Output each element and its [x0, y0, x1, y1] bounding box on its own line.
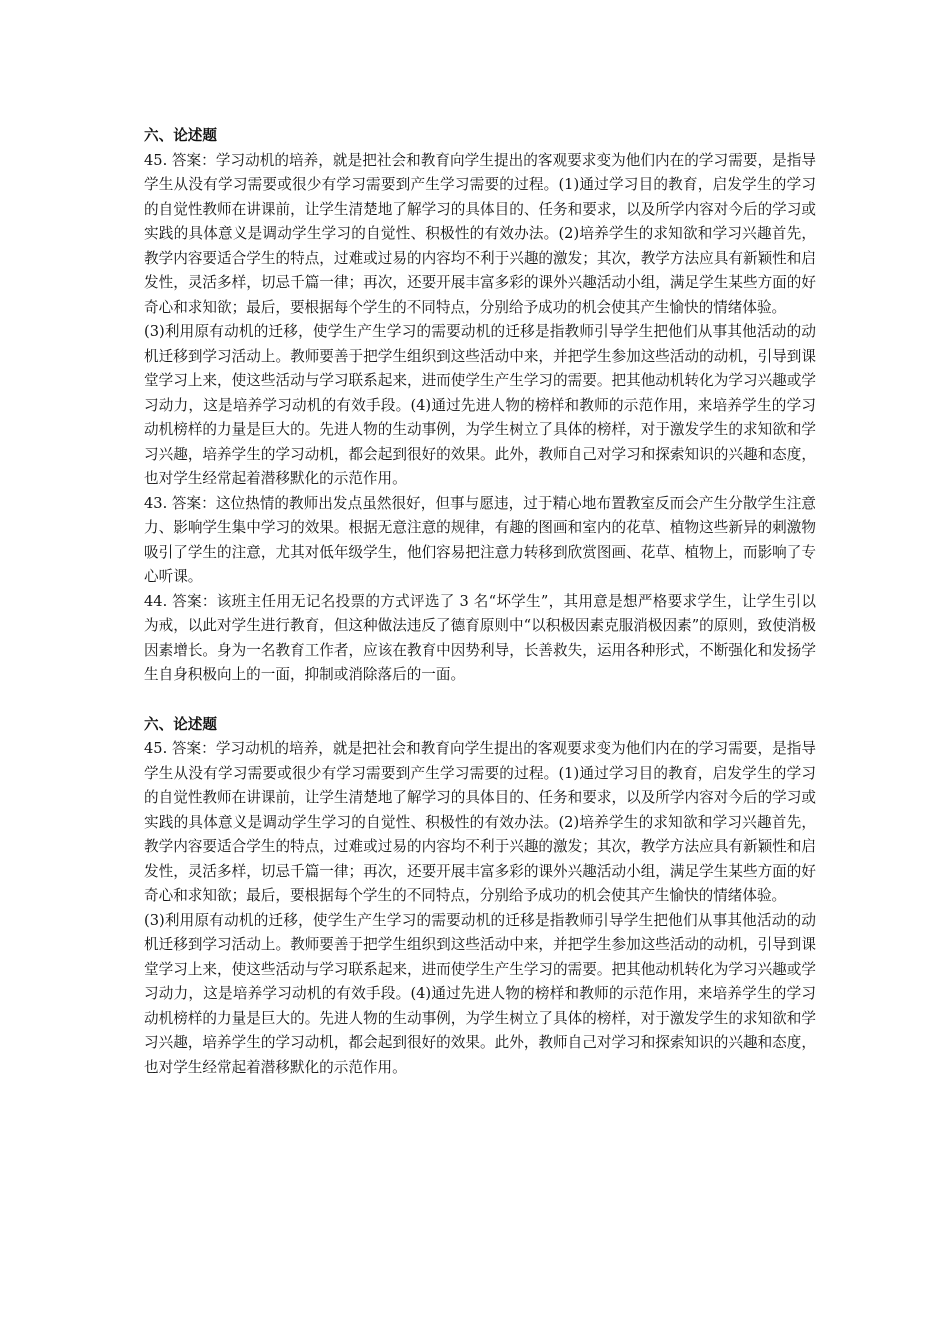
essay-section-2	[144, 713, 816, 1081]
essay-section-1	[144, 124, 816, 688]
answer-44: 44. 答案：该班主任用无记名投票的方式评选了 3 名“坏学生”，其用意是想严格要求学生，让学生引以为戒，以此对学生进行教育，但这种做法违反了德育原则中“以积极因素克服消极因素”的原则，致使消极因素增长。身为一名教育工作者，应该在教育中因势利导，长善救失，运用各种形式，不断强化和发扬学生自身积极向上的一面，抑制或消除落后的一面。	[144, 592, 816, 683]
answer-45-part-1: 45. 答案：学习动机的培养，就是把社会和教育向学生提出的客观要求变为他们内在的学习需要，是指导学生从没有学习需要或很少有学习需要到产生学习需要的过程。(1)通过学习目的教育，启发学生的学习的自觉性教师在讲课前，让学生清楚地了解学习的具体目的、任务和要求，以及所学内容对今后的学习或实践的具体意义是调动学生学习的自觉性、积极性的有效办法。(2)培养学生的求知欲和学习兴趣首先，教学内容要适合学生的特点，过难或过易的内容均不利于兴趣的激发；其次，教学方法应具有新颖性和启发性，灵活多样，切忌千篇一律；再次，还要开展丰富多彩的课外兴趣活动小组，满足学生某些方面的好奇心和求知欲；最后，要根据每个学生的不同特点，分别给予成功的机会使其产生愉快的情绪体验。	[144, 740, 816, 904]
answer-43: 43. 答案：这位热情的教师出发点虽然很好，但事与愿违，过于精心地布置教室反而会产生分散学生注意力、影响学生集中学习的效果。根据无意注意的规律，有趣的图画和室内的花草、植物这些新异的刺激物吸引了学生的注意，尤其对低年级学生，他们容易把注意力转移到欣赏图画、花草、植物上，而影响了专心听课。	[144, 494, 816, 585]
answer-45-part-2: (3)利用原有动机的迁移，使学生产生学习的需要动机的迁移是指教师引导学生把他们从事其他活动的动机迁移到学习活动上。教师要善于把学生组织到这些活动中来，并把学生参加这些活动的动机，引导到课堂学习上来，使这些活动与学习联系起来，进而使学生产生学习的需要。把其他动机转化为学习兴趣或学习动力，这是培养学习动机的有效手段。(4)通过先进人物的榜样和教师的示范作用，来培养学生的学习动机榜样的力量是巨大的。先进人物的生动事例，为学生树立了具体的榜样，对于激发学生的求知欲和学习兴趣，培养学生的学习动机，都会起到很好的效果。此外，教师自己对学习和探索知识的兴趣和态度，也对学生经常起着潜移默化的示范作用。	[144, 911, 816, 1076]
section-heading: 六、论述题	[144, 715, 217, 733]
answer-45-part-1: 45. 答案：学习动机的培养，就是把社会和教育向学生提出的客观要求变为他们内在的学习需要，是指导学生从没有学习需要或很少有学习需要到产生学习需要的过程。(1)通过学习目的教育，启发学生的学习的自觉性教师在讲课前，让学生清楚地了解学习的具体目的、任务和要求，以及所学内容对今后的学习或实践的具体意义是调动学生学习的自觉性、积极性的有效办法。(2)培养学生的求知欲和学习兴趣首先，教学内容要适合学生的特点，过难或过易的内容均不利于兴趣的激发；其次，教学方法应具有新颖性和启发性，灵活多样，切忌千篇一律；再次，还要开展丰富多彩的课外兴趣活动小组，满足学生某些方面的好奇心和求知欲；最后，要根据每个学生的不同特点，分别给予成功的机会使其产生愉快的情绪体验。	[144, 151, 816, 316]
document-page	[144, 124, 816, 1080]
section-heading: 六、论述题	[144, 127, 217, 144]
answer-45-part-2: (3)利用原有动机的迁移，使学生产生学习的需要动机的迁移是指教师引导学生把他们从事其他活动的动机迁移到学习活动上。教师要善于把学生组织到这些活动中来，并把学生参加这些活动的动机，引导到课堂学习上来，使这些活动与学习联系起来，进而使学生产生学习的需要。把其他动机转化为学习兴趣或学习动力，这是培养学习动机的有效手段。(4)通过先进人物的榜样和教师的示范作用，来培养学生的学习动机榜样的力量是巨大的。先进人物的生动事例，为学生树立了具体的榜样，对于激发学生的求知欲和学习兴趣，培养学生的学习动机，都会起到很好的效果。此外，教师自己对学习和探索知识的兴趣和态度，也对学生经常起着潜移默化的示范作用。	[144, 323, 816, 487]
